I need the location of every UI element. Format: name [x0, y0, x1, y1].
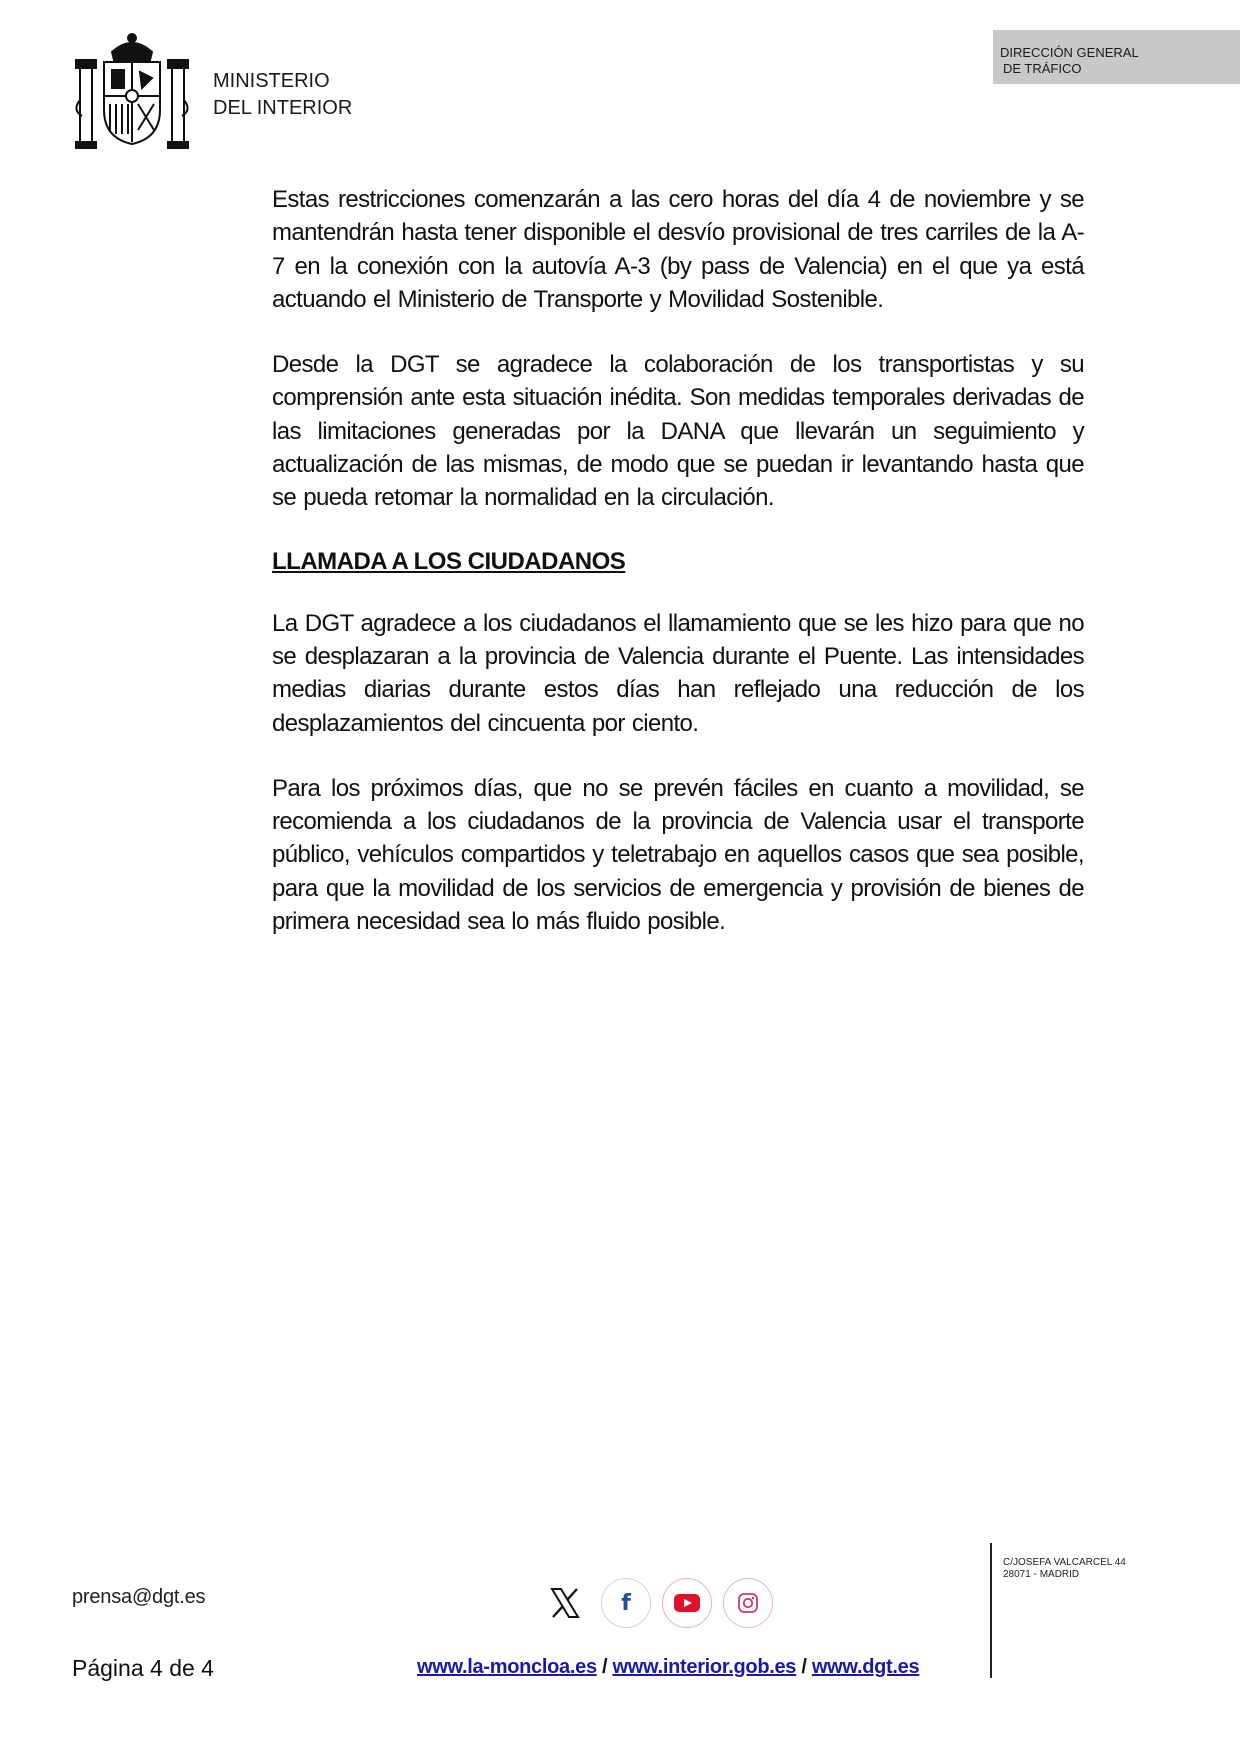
- spain-coat-of-arms-icon: [72, 30, 192, 152]
- address-line-1: C/JOSEFA VALCARCEL 44: [1003, 1557, 1126, 1568]
- paragraph-3: La DGT agradece a los ciudadanos el llamamiento que se les hizo para que no se desplazaran a la provincia de Valencia durante el Puente. Las intensidades medias diarias durante estos días han reflejado una reducción de los desplazamientos del cincuenta por ciento.: [272, 609, 1084, 737]
- section-heading: LLAMADA A LOS CIUDADANOS: [272, 547, 626, 575]
- ministry-line-2: DEL INTERIOR: [213, 97, 353, 119]
- paragraph-2: Desde la DGT se agradece la colaboración de los transportistas y su comprensión ante esta situación inédita. Son medidas temporales derivadas de las limitaciones generadas por la DANA que llevarán un seguimiento y actualización de las mismas, de modo que se puedan ir levantando hasta que se pueda retomar la normalidad en la circulación.: [272, 351, 1084, 512]
- ministry-name: [213, 68, 352, 122]
- ministry-line-1: MINISTERIO: [213, 70, 330, 92]
- address-line-2: 28071 - MADRID: [1003, 1569, 1080, 1580]
- link-separator: /: [596, 1656, 613, 1678]
- paragraph-4: Para los próximos días, que no se prevén fáciles en cuanto a movilidad, se recomienda a los ciudadanos de la provincia de Valencia usar el transporte público, vehículos compartidos y teletrabajo en aquellos casos que sea posible, para que la movilidad de los servicios de emergencia y provisión de bienes de primera necesidad sea lo más fluido posible.: [272, 774, 1084, 936]
- link-la-moncloa[interactable]: www.la-moncloa.es: [417, 1656, 597, 1678]
- dgt-header-box: [993, 30, 1240, 84]
- link-separator: /: [796, 1656, 812, 1678]
- dgt-line-2: DE TRÁFICO: [1003, 61, 1082, 76]
- press-email[interactable]: prensa@dgt.es: [72, 1586, 206, 1608]
- footer-divider: [990, 1543, 992, 1678]
- dgt-line-1: DIRECCIÓN GENERAL: [1000, 45, 1139, 60]
- facebook-icon[interactable]: f: [601, 1578, 651, 1628]
- address: [1003, 1557, 1126, 1581]
- document-body: [272, 183, 1084, 970]
- page-number: Página 4 de 4: [72, 1655, 214, 1681]
- instagram-icon[interactable]: [723, 1578, 773, 1628]
- link-interior[interactable]: www.interior.gob.es: [612, 1656, 797, 1678]
- x-icon[interactable]: [540, 1578, 590, 1628]
- social-links: [540, 1578, 780, 1632]
- youtube-icon[interactable]: [662, 1578, 712, 1628]
- link-dgt[interactable]: www.dgt.es: [811, 1656, 920, 1678]
- paragraph-1: Estas restricciones comenzarán a las cero horas del día 4 de noviembre y se mantendrán hasta tener disponible el desvío provisional de tres carriles de la A-7 en la conexión con la autovía A-3 (by pass de Valencia) en el que ya está actuando el Ministerio de Transporte y Movilidad Sostenible.: [272, 186, 1084, 313]
- footer-links: [417, 1656, 919, 1679]
